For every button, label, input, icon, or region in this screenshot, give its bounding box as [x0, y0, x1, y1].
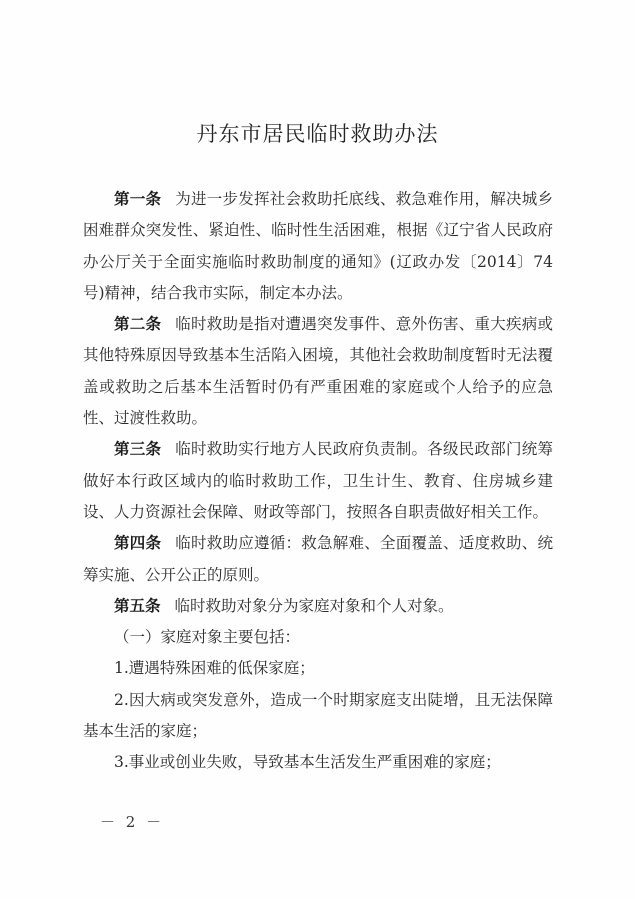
- article-text: 临时救助对象分为家庭对象和个人对象。: [174, 596, 454, 615]
- list-item: [83, 653, 553, 684]
- article-heading: 第五条: [114, 596, 161, 615]
- list-heading-text: （一）家庭对象主要包括：: [114, 628, 301, 647]
- article-text: 临时救助实行地方人民政府负责制。各级民政部门统筹做好本行政区域内的临时救助工作，卫生计生、教育、住房城乡建设、人力资源社会保障、财政等部门，按照各自职责做好相关工作。: [83, 440, 553, 521]
- list-heading: [83, 622, 553, 653]
- document-title: 丹东市居民临时救助办法: [196, 122, 439, 146]
- list-item-text: 3.事业或创业失败，导致基本生活发生严重困难的家庭；: [114, 753, 501, 772]
- page-number: － 2 －: [100, 813, 165, 831]
- list-item-text: 1.遭遇特殊困难的低保家庭；: [114, 659, 315, 678]
- document-body: [83, 184, 553, 779]
- article-heading: 第二条: [114, 315, 162, 334]
- article-paragraph: [83, 528, 553, 591]
- article-text: 临时救助是指对遭遇突发事件、意外伤害、重大疾病或其他特殊原因导致基本生活陷入困境，其他社会救助制度暂时无法覆盖或救助之后基本生活暂时仍有严重困难的家庭或个人给予的应急性、过渡性救助。: [83, 315, 553, 428]
- article-paragraph: [83, 309, 553, 434]
- article-text: 为进一步发挥社会救助托底线、救急难作用，解决城乡困难群众突发性、紧迫性、临时性生活困难，根据《辽宁省人民政府办公厅关于全面实施临时救助制度的通知》(辽政办发〔2014〕74号)精神，结合我市实际，制定本办法。: [83, 190, 553, 302]
- article-paragraph: [83, 591, 553, 622]
- article-text: 临时救助应遵循：救急解难、全面覆盖、适度救助、统筹实施、公开公正的原则。: [83, 534, 553, 584]
- article-paragraph: [83, 184, 553, 309]
- list-item: [83, 685, 553, 748]
- list-item: [83, 747, 553, 778]
- article-paragraph: [83, 434, 553, 528]
- article-heading: 第四条: [114, 534, 162, 553]
- article-heading: 第三条: [114, 440, 162, 459]
- article-heading: 第一条: [114, 190, 162, 208]
- list-item-text: 2.因大病或突发意外，造成一个时期家庭支出陡增，且无法保障基本生活的家庭；: [83, 690, 553, 741]
